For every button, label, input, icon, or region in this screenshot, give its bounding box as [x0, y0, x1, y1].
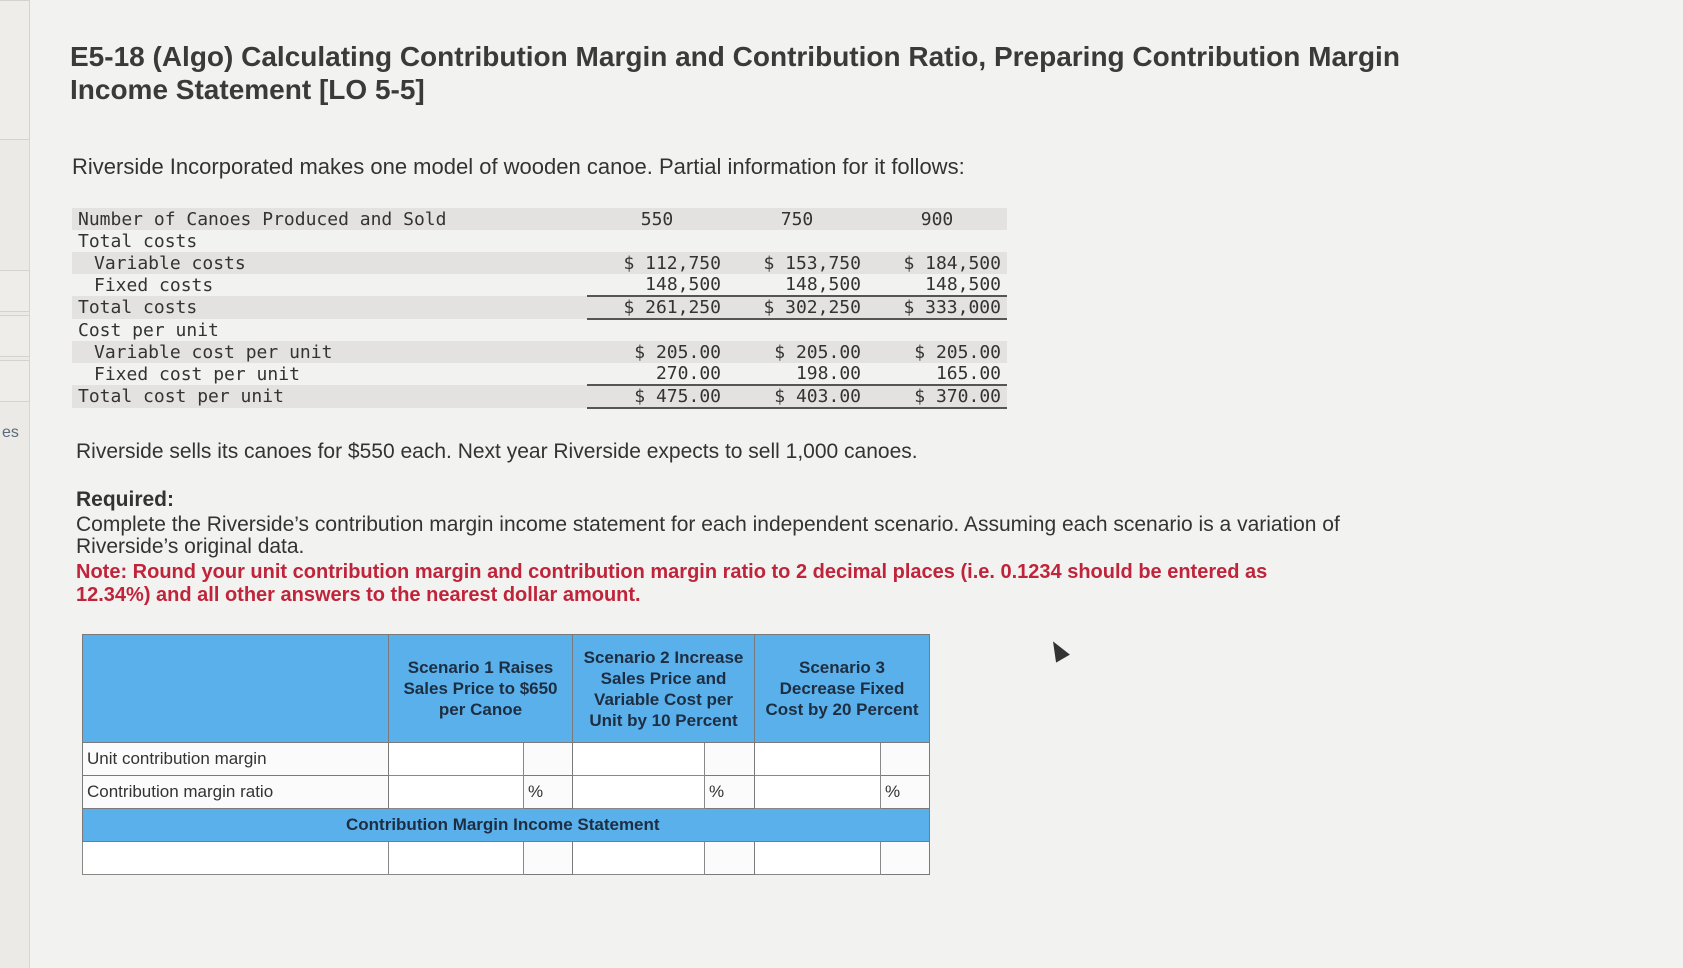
- answer-grid: [82, 634, 930, 875]
- grid-row-cmr: [83, 776, 930, 809]
- cell: 198.00: [727, 363, 867, 385]
- grid-band-row: [83, 809, 930, 842]
- table-row: [72, 252, 1007, 274]
- cell: $ 333,000: [867, 296, 1007, 319]
- rail-panel[interactable]: [0, 0, 30, 140]
- table-row: [72, 385, 1007, 408]
- grid-corner: [83, 635, 389, 743]
- scenario-2-ucm-input[interactable]: [573, 743, 705, 776]
- cell: $ 112,750: [587, 252, 727, 274]
- grid-row-statement: [83, 842, 930, 875]
- blank-cell: [705, 842, 755, 875]
- cell: $ 205.00: [727, 341, 867, 363]
- units-col-1: 550: [587, 208, 727, 230]
- cell: $ 475.00: [587, 385, 727, 408]
- question-title: E5-18 (Algo) Calculating Contribution Margin and Contribution Ratio, Preparing Contribution Margin Income Statement [LO 5-5]: [70, 41, 1400, 105]
- cell: $ 403.00: [727, 385, 867, 408]
- cost-data-table: [72, 208, 1007, 409]
- table-row: [72, 296, 1007, 319]
- rail-panel[interactable]: [0, 315, 30, 357]
- units-col-2: 750: [727, 208, 867, 230]
- percent-label: %: [524, 776, 573, 809]
- row-label: Fixed cost per unit: [94, 363, 300, 385]
- scenario-1-cmr-input[interactable]: [389, 776, 524, 809]
- table-row: [72, 363, 1007, 385]
- cell: 148,500: [587, 274, 727, 296]
- note-text: Note: Round your unit contribution margin and contribution margin ratio to 2 decimal places (i.e. 0.1234 should be entered as 12.34%) and all other answers to the nearest dollar amount.: [76, 561, 1268, 606]
- table-row: [72, 208, 1007, 230]
- left-rail: [0, 0, 30, 968]
- income-statement-band: Contribution Margin Income Statement: [83, 809, 930, 842]
- blank-cell: [524, 743, 573, 776]
- scenario-2-cmr-input[interactable]: [573, 776, 705, 809]
- intro-text: Riverside Incorporated makes one model of wooden canoe. Partial information for it follows:: [72, 154, 965, 179]
- scenario-1-statement-input[interactable]: [389, 842, 524, 875]
- row-label: Total cost per unit: [72, 385, 587, 408]
- question-content: [70, 40, 1470, 606]
- header-label: Number of Canoes Produced and Sold: [72, 208, 587, 230]
- sells-text: Riverside sells its canoes for $550 each. Next year Riverside expects to sell 1,000 canoes.: [76, 440, 918, 463]
- grid-row-ucm: [83, 743, 930, 776]
- cell: $ 370.00: [867, 385, 1007, 408]
- scenario-2-statement-input[interactable]: [573, 842, 705, 875]
- cell: 270.00: [587, 363, 727, 385]
- blank-cell: [524, 842, 573, 875]
- cell: 148,500: [727, 274, 867, 296]
- required-text: Complete the Riverside’s contribution margin income statement for each independent scenario. Assuming each scenario is a variation of Riverside’s original data.: [76, 513, 1340, 558]
- row-label: Total costs: [72, 296, 587, 319]
- cell: $ 205.00: [867, 341, 1007, 363]
- scenario-2-header: Scenario 2 Increase Sales Price and Variable Cost per Unit by 10 Percent: [573, 635, 755, 743]
- units-col-3: 900: [867, 208, 1007, 230]
- cell: $ 205.00: [587, 341, 727, 363]
- cell: 165.00: [867, 363, 1007, 385]
- required-label: Required:: [76, 488, 175, 511]
- table-row: [72, 230, 1007, 252]
- scenario-3-header: Scenario 3 Decrease Fixed Cost by 20 Percent: [755, 635, 930, 743]
- table-row: [72, 341, 1007, 363]
- table-row: [72, 319, 1007, 341]
- rail-panel[interactable]: [0, 360, 30, 402]
- row-label: Cost per unit: [78, 319, 219, 341]
- scenario-1-header: Scenario 1 Raises Sales Price to $650 per Canoe: [389, 635, 573, 743]
- cell: $ 261,250: [587, 296, 727, 319]
- cell: $ 184,500: [867, 252, 1007, 274]
- row-label: Variable cost per unit: [72, 341, 587, 363]
- row-label: Variable costs: [72, 252, 587, 274]
- blank-cell: [881, 743, 930, 776]
- rail-panel[interactable]: [0, 270, 30, 312]
- rail-label: es: [2, 424, 19, 441]
- percent-label: %: [705, 776, 755, 809]
- blank-cell: [881, 842, 930, 875]
- scenario-3-statement-input[interactable]: [755, 842, 881, 875]
- scenario-3-ucm-input[interactable]: [755, 743, 881, 776]
- cell: 148,500: [867, 274, 1007, 296]
- blank-cell: [705, 743, 755, 776]
- percent-label: %: [881, 776, 930, 809]
- cell: $ 302,250: [727, 296, 867, 319]
- table-row: [72, 274, 1007, 296]
- statement-label-input[interactable]: [83, 842, 389, 875]
- row-label: Fixed costs: [94, 274, 214, 296]
- cell: $ 153,750: [727, 252, 867, 274]
- row-label-cmr: Contribution margin ratio: [83, 776, 389, 809]
- row-label: Total costs: [78, 230, 198, 252]
- scenario-1-ucm-input[interactable]: [389, 743, 524, 776]
- row-label-ucm: Unit contribution margin: [83, 743, 389, 776]
- scenario-3-cmr-input[interactable]: [755, 776, 881, 809]
- mouse-cursor-icon: [1046, 637, 1070, 662]
- grid-header-row: [83, 635, 930, 743]
